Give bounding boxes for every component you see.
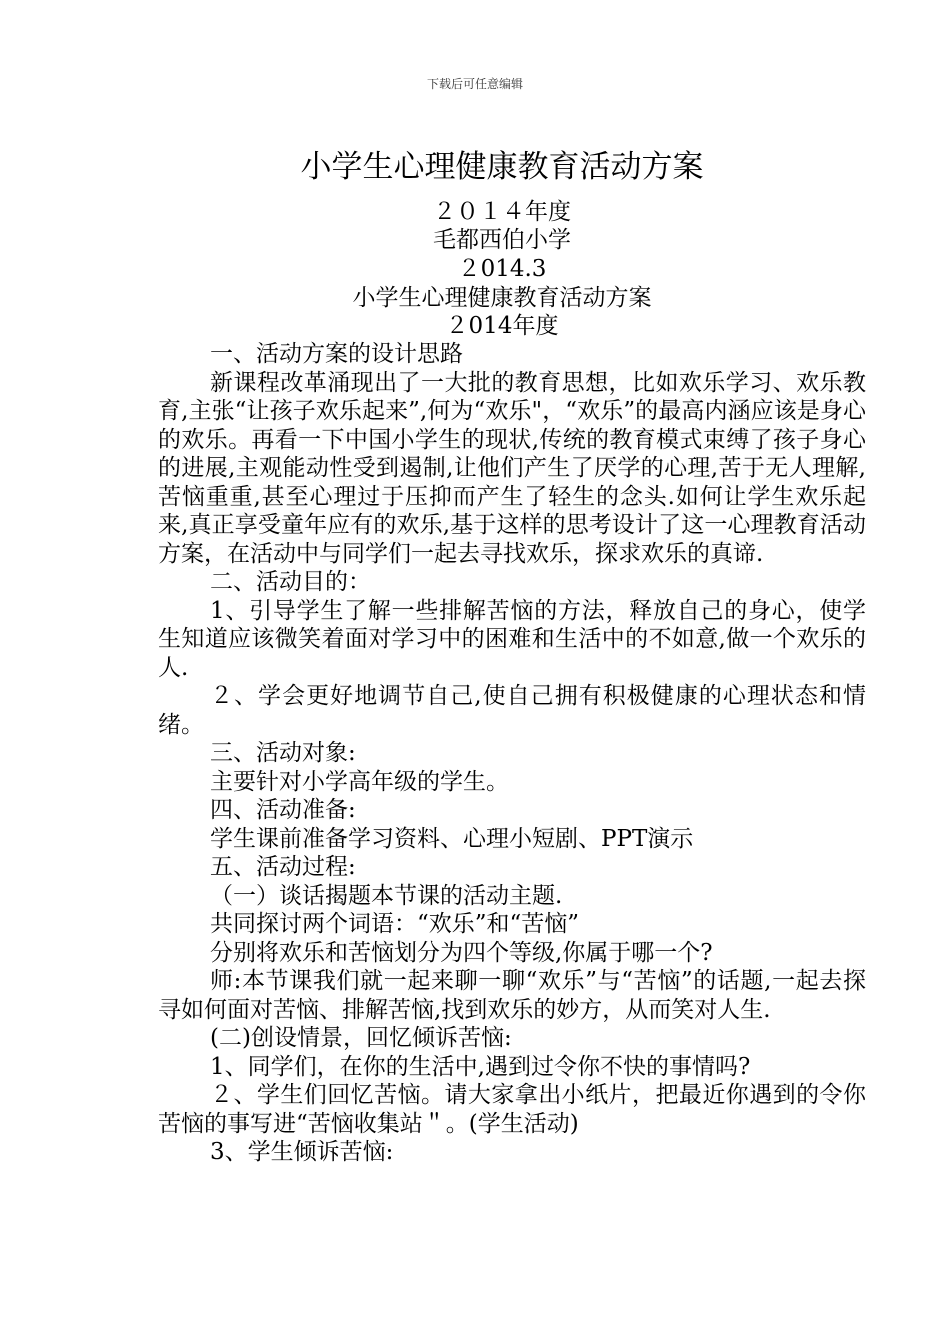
- paragraph-step-1: 1、同学们，在你的生活中,遇到过令你不快的事情吗?: [210, 1053, 751, 1080]
- paragraph-step-2: ２、学生们回忆苦恼。请大家拿出小纸片，把最近你遇到的令你苦恼的事写进“苦恼收集站＂。(学生活动): [158, 1082, 866, 1137]
- paragraph-design: 新课程改革涌现出了一大批的教育思想，比如欢乐学习、欢乐教育,主张“让孩子欢乐起来”,何为“欢乐"，“欢乐”的最高内涵应该是身心的欢乐。再看一下中国小学生的现状,传统的教育模式束缚了孩子身心的进展,主观能动性受到遏制,让他们产生了厌学的心理,苦于无人理解,苦恼重重,甚至心理过于压抑而产生了轻生的念头.如何让学生欢乐起来,真正享受童年应有的欢乐,基于这样的思考设计了这一心理教育活动方案，在活动中与同学们一起去寻找欢乐，探求欢乐的真谛.: [158, 369, 866, 567]
- paragraph-target: 主要针对小学高年级的学生。: [210, 768, 509, 795]
- cover-subtitle: 小学生心理健康教育活动方案: [352, 285, 652, 311]
- paragraph-goal-2: ２、学会更好地调节自己,使自己拥有积极健康的心理状态和情绪。: [158, 683, 866, 738]
- document-body: [158, 340, 866, 1167]
- section-heading-goals: 二、活动目的：: [210, 569, 371, 595]
- section-heading-preparation: 四、活动准备:: [210, 797, 356, 823]
- page-title: 小学生心理健康教育活动方案: [300, 149, 704, 185]
- section-heading-design: 一、活动方案的设计思路: [210, 341, 463, 367]
- paragraph-levels: 分别将欢乐和苦恼划分为四个等级,你属于哪一个?: [210, 939, 713, 966]
- paragraph-teacher: 师:本节课我们就一起来聊一聊“欢乐”与“苦恼”的话题,一起去探寻如何面对苦恼、排解苦恼,找到欢乐的妙方，从而笑对人生.: [158, 968, 866, 1023]
- subsection-heading-2: (二)创设情景，回忆倾诉苦恼:: [210, 1025, 512, 1051]
- subsection-heading-1: （一）谈话揭题本节课的活动主题.: [210, 882, 563, 909]
- cover-year-repeat: ２014年度: [445, 313, 559, 339]
- cover-year: ２０１４年度: [433, 199, 571, 225]
- section-heading-process: 五、活动过程:: [210, 854, 356, 880]
- header-note: 下载后可任意编辑: [426, 77, 523, 91]
- paragraph-goal-1: 1、引导学生了解一些排解苦恼的方法，释放自己的身心，使学生知道应该微笑着面对学习中的困难和生活中的不如意,做一个欢乐的人.: [158, 597, 866, 681]
- cover-date: ２014.3: [457, 256, 547, 282]
- section-heading-target: 三、活动对象:: [210, 740, 356, 766]
- paragraph-step-3: 3、学生倾诉苦恼:: [210, 1139, 394, 1165]
- paragraph-preparation: 学生课前准备学习资料、心理小短剧、PPT演示: [210, 825, 694, 852]
- cover-school: 毛都西伯小学: [433, 227, 571, 253]
- paragraph-discuss: 共同探讨两个词语：“欢乐”和“苦恼”: [210, 911, 580, 937]
